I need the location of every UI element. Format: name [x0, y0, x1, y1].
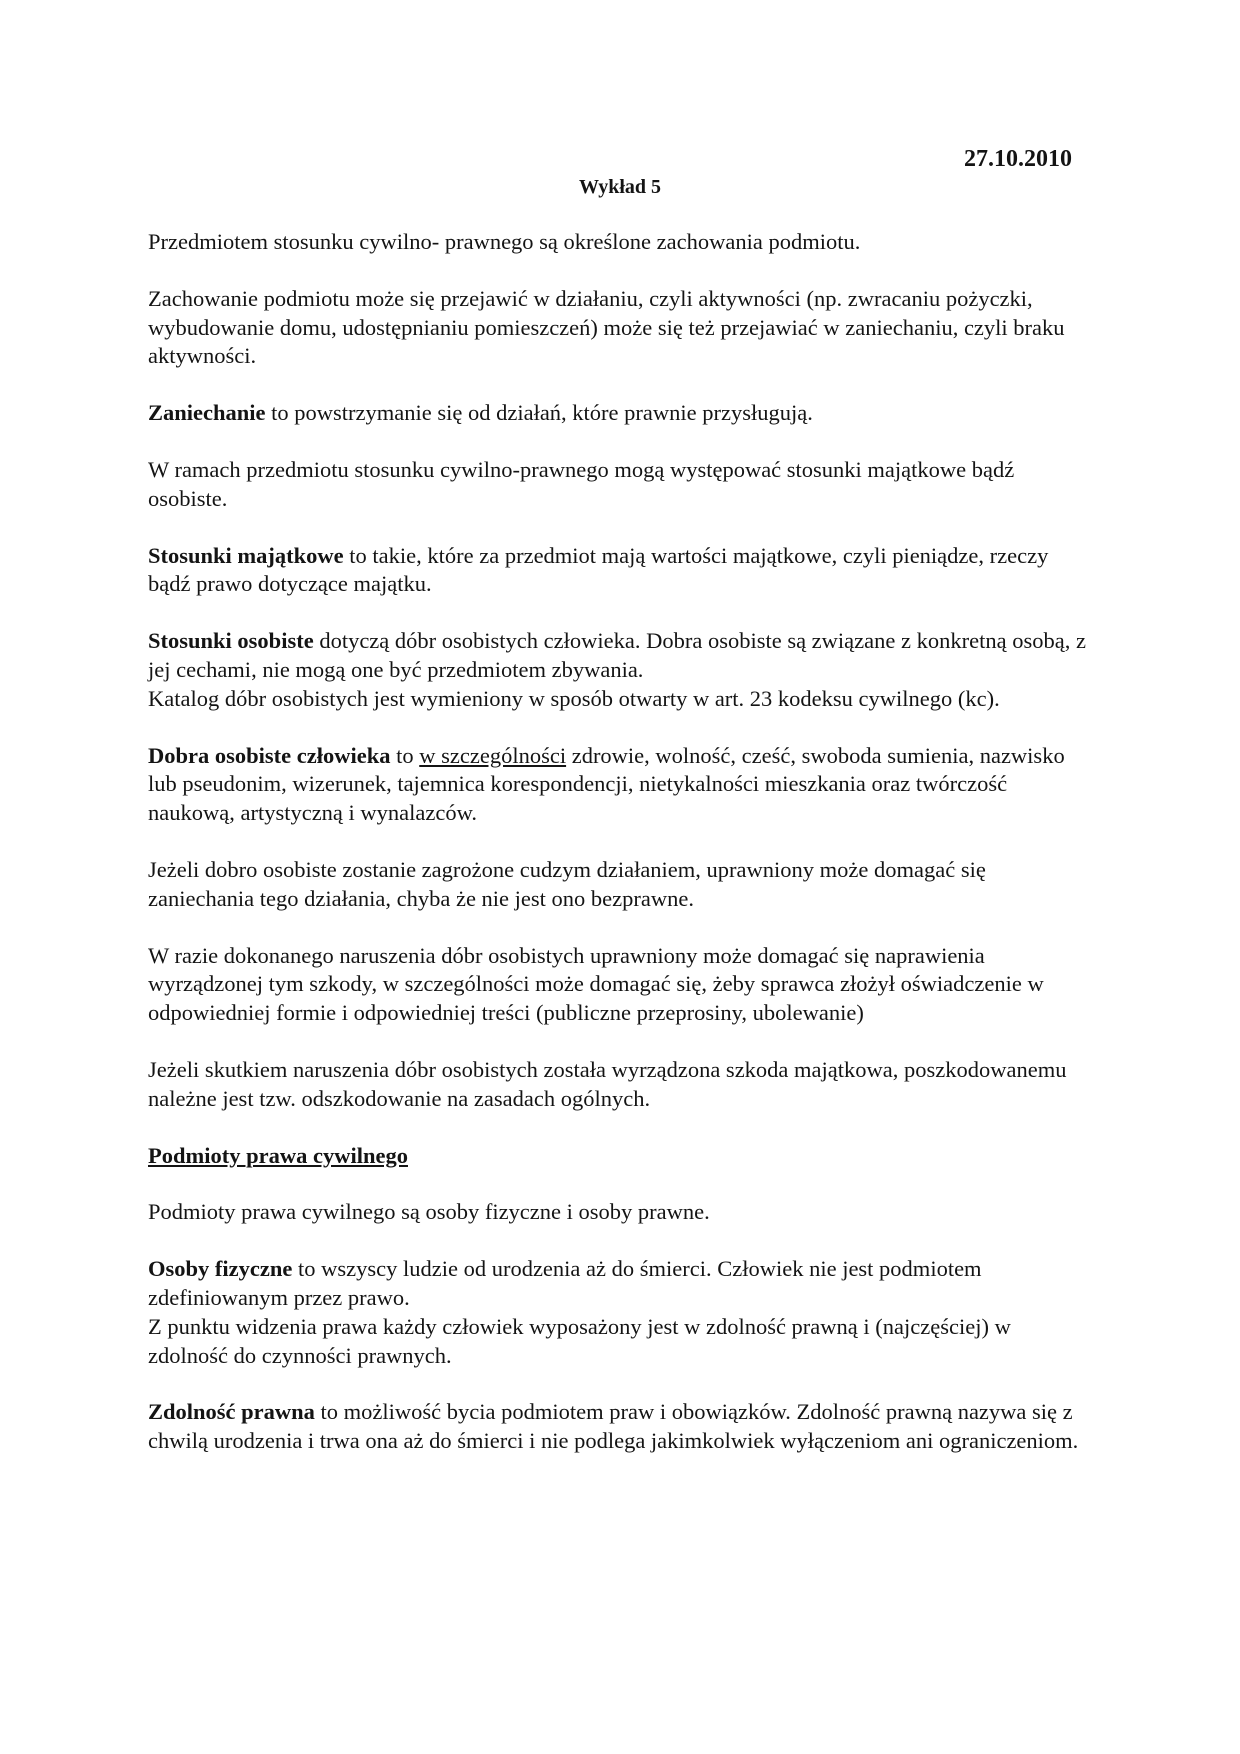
property-relations-definition: to takie, które za przedmiot mają wartości majątkowe, czyli pieniądze, rzeczy bądź prawo dotyczące majątku. — [148, 542, 1049, 597]
paragraph-subjects: Podmioty prawa cywilnego są osoby fizyczne i osoby prawne. — [148, 1199, 710, 1225]
term-property-relations: Stosunki majątkowe — [148, 542, 344, 568]
paragraph-subject: Przedmiotem stosunku cywilno- prawnego są określone zachowania podmiotu. — [148, 229, 861, 254]
paragraph-legal-capacity — [148, 1398, 1088, 1456]
natural-persons-definition: to wszyscy ludzie od urodzenia aż do śmierci. Człowiek nie jest podmiotem zdefiniowanym przez prawo. — [148, 1256, 982, 1310]
term-personal-relations: Stosunki osobiste — [148, 628, 314, 654]
paragraph-relations: W ramach przedmiotu stosunku cywilno-prawnego mogą występować stosunki majątkowe bądź osobiste. — [148, 456, 1015, 511]
legal-capacity-definition: to możliwość bycia podmiotem praw i obowiązków. Zdolność prawną nazywa się z chwilą urodzenia i trwa ona aż do śmierci i nie podlega jakimkolwiek wyłączeniom ani ograniczeniom. — [148, 1399, 1079, 1454]
personal-relations-definition: dotyczą dóbr osobistych człowieka. Dobra osobiste są związane z konkretną osobą, z jej cechami, nie mogą one być przedmiotem zbywania. — [148, 628, 1086, 682]
paragraph-omission — [148, 399, 1088, 428]
paragraph-natural-persons — [148, 1255, 1088, 1313]
paragraph-threat: Jeżeli dobro osobiste zostanie zagrożone cudzym działaniem, uprawniony może domagać się zaniechania tego działania, chyba że nie jest ono bezprawne. — [148, 856, 986, 911]
underlined-in-particular: w szczególności — [419, 742, 567, 768]
paragraph-behavior: Zachowanie podmiotu może się przejawić w działaniu, czyli aktywności (np. zwracaniu pożyczki, wybudowanie domu, udostępnianiu pomieszczeń) może się też przejawiać w zaniechaniu, czyli braku aktywności. — [148, 285, 1065, 369]
term-legal-capacity: Zdolność prawna — [148, 1399, 315, 1425]
document-body — [148, 228, 1088, 1484]
omission-definition: to powstrzymanie się od działań, które prawnie przysługują. — [265, 400, 813, 426]
document-date: 27.10.2010 — [964, 146, 1072, 172]
term-omission: Zaniechanie — [148, 400, 266, 426]
paragraph-property-relations — [148, 542, 1088, 600]
personal-goods-list: zdrowie, wolność, cześć, swoboda sumienia, nazwisko lub pseudonim, wizerunek, tajemnica korespondencji, nietykalności mieszkania oraz twórczość naukową, artystyczną i wynalazców. — [148, 742, 1065, 826]
paragraph-damage: Jeżeli skutkiem naruszenia dóbr osobistych została wyrządzona szkoda majątkowa, poszkodowanemu należne jest tzw. odszkodowanie na zasadach ogólnych. — [148, 1056, 1067, 1111]
paragraph-personal-goods — [148, 742, 1088, 828]
lecture-title: Wykład 5 — [578, 176, 662, 198]
paragraph-violation: W razie dokonanego naruszenia dóbr osobistych uprawniony może domagać się naprawienia wyrządzonej tym szkody, w szczególności może domagać się, żeby sprawca złożył oświadczenie w odpowiedniej formie i odpowiedniej treści (publiczne przeprosiny, ubolewanie) — [148, 942, 1044, 1026]
paragraph-personal-relations — [148, 627, 1088, 685]
paragraph-capacity-overview: Z punktu widzenia prawa każdy człowiek wyposażony jest w zdolność prawną i (najczęściej) w zdolność do czynności prawnych. — [148, 1313, 1011, 1368]
paragraph-catalog: Katalog dóbr osobistych jest wymieniony w sposób otwarty w art. 23 kodeksu cywilnego (kc). — [148, 685, 1000, 711]
term-natural-persons: Osoby fizyczne — [148, 1256, 293, 1282]
section-heading: Podmioty prawa cywilnego — [148, 1142, 408, 1168]
personal-goods-to: to — [390, 742, 420, 768]
term-personal-goods: Dobra osobiste człowieka — [148, 742, 391, 768]
